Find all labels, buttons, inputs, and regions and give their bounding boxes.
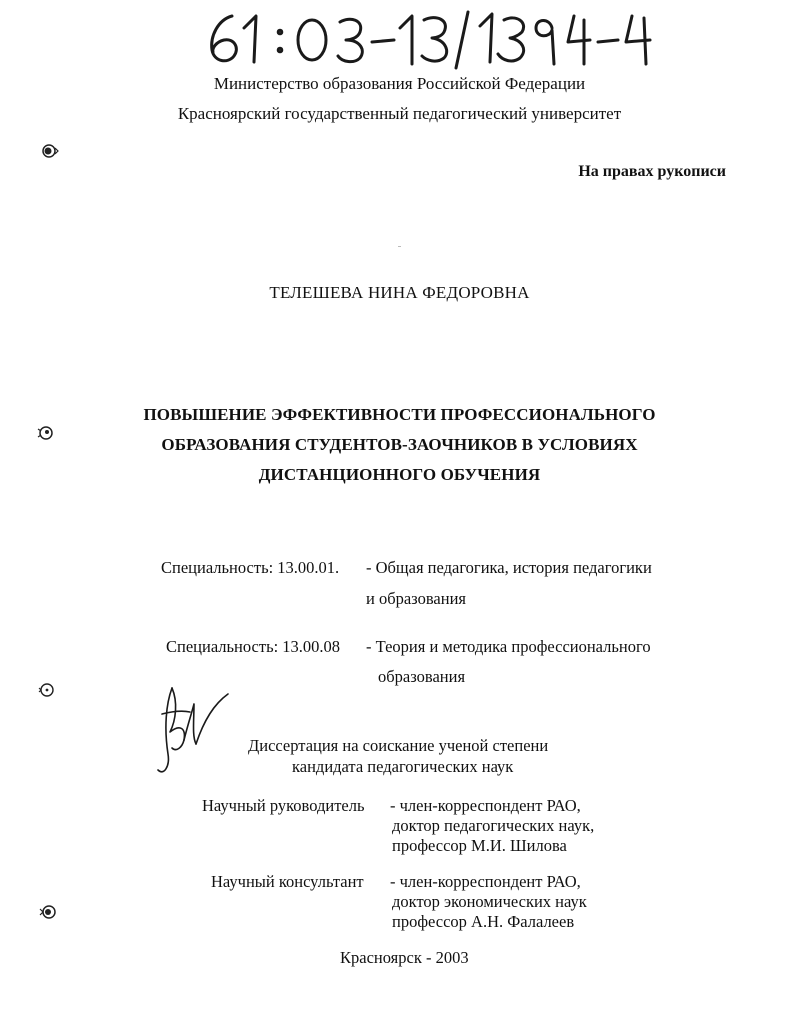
supervisor-label: Научный руководитель [202, 796, 365, 815]
handwritten-archive-number [200, 6, 670, 72]
scan-speck [398, 246, 401, 247]
punch-hole-mark-icon [38, 141, 60, 161]
specialty-2-continuation: образования [378, 667, 466, 686]
consultant-line-3: профессор А.Н. Фалалеев [392, 912, 575, 931]
punch-hole-mark-icon [36, 680, 58, 700]
specialty-2-label: Специальность: 13.00.08 [166, 637, 341, 656]
consultant-label: Научный консультант [211, 872, 364, 891]
dissertation-line-2: кандидата педагогических наук [292, 757, 514, 776]
specialty-1-text: - Общая педагогика, история педагогики [366, 558, 652, 577]
specialty-1-label: Специальность: 13.00.01. [161, 558, 340, 577]
consultant-line-2: доктор экономических наук [392, 892, 587, 911]
dissertation-line-1: Диссертация на соискание ученой степени [248, 736, 549, 755]
specialty-1-continuation: и образования [366, 589, 466, 608]
specialty-2-text: - Теория и методика профессионального [366, 637, 651, 656]
supervisor-line-2: доктор педагогических наук, [392, 816, 595, 835]
punch-hole-mark-icon [35, 423, 57, 443]
ministry-heading: Министерство образования Российской Федерации [213, 74, 586, 93]
title-line-2: ОБРАЗОВАНИЯ СТУДЕНТОВ-ЗАОЧНИКОВ В УСЛОВИЯХ [161, 435, 638, 454]
supervisor-line-3: профессор М.И. Шилова [392, 836, 567, 855]
handwritten-signature [150, 684, 240, 780]
university-heading: Красноярский государственный педагогический университет [177, 104, 622, 123]
title-line-1: ПОВЫШЕНИЕ ЭФФЕКТИВНОСТИ ПРОФЕССИОНАЛЬНОГО [143, 405, 656, 424]
rights-note: На правах рукописи [578, 163, 726, 180]
title-line-3: ДИСТАНЦИОННОГО ОБУЧЕНИЯ [258, 465, 541, 484]
city-year: Красноярск - 2003 [340, 948, 469, 967]
punch-hole-mark-icon [38, 902, 60, 922]
supervisor-line-1: - член-корреспондент РАО, [390, 796, 581, 815]
author-name: ТЕЛЕШЕВА НИНА ФЕДОРОВНА [269, 283, 530, 302]
consultant-line-1: - член-корреспондент РАО, [390, 872, 581, 891]
